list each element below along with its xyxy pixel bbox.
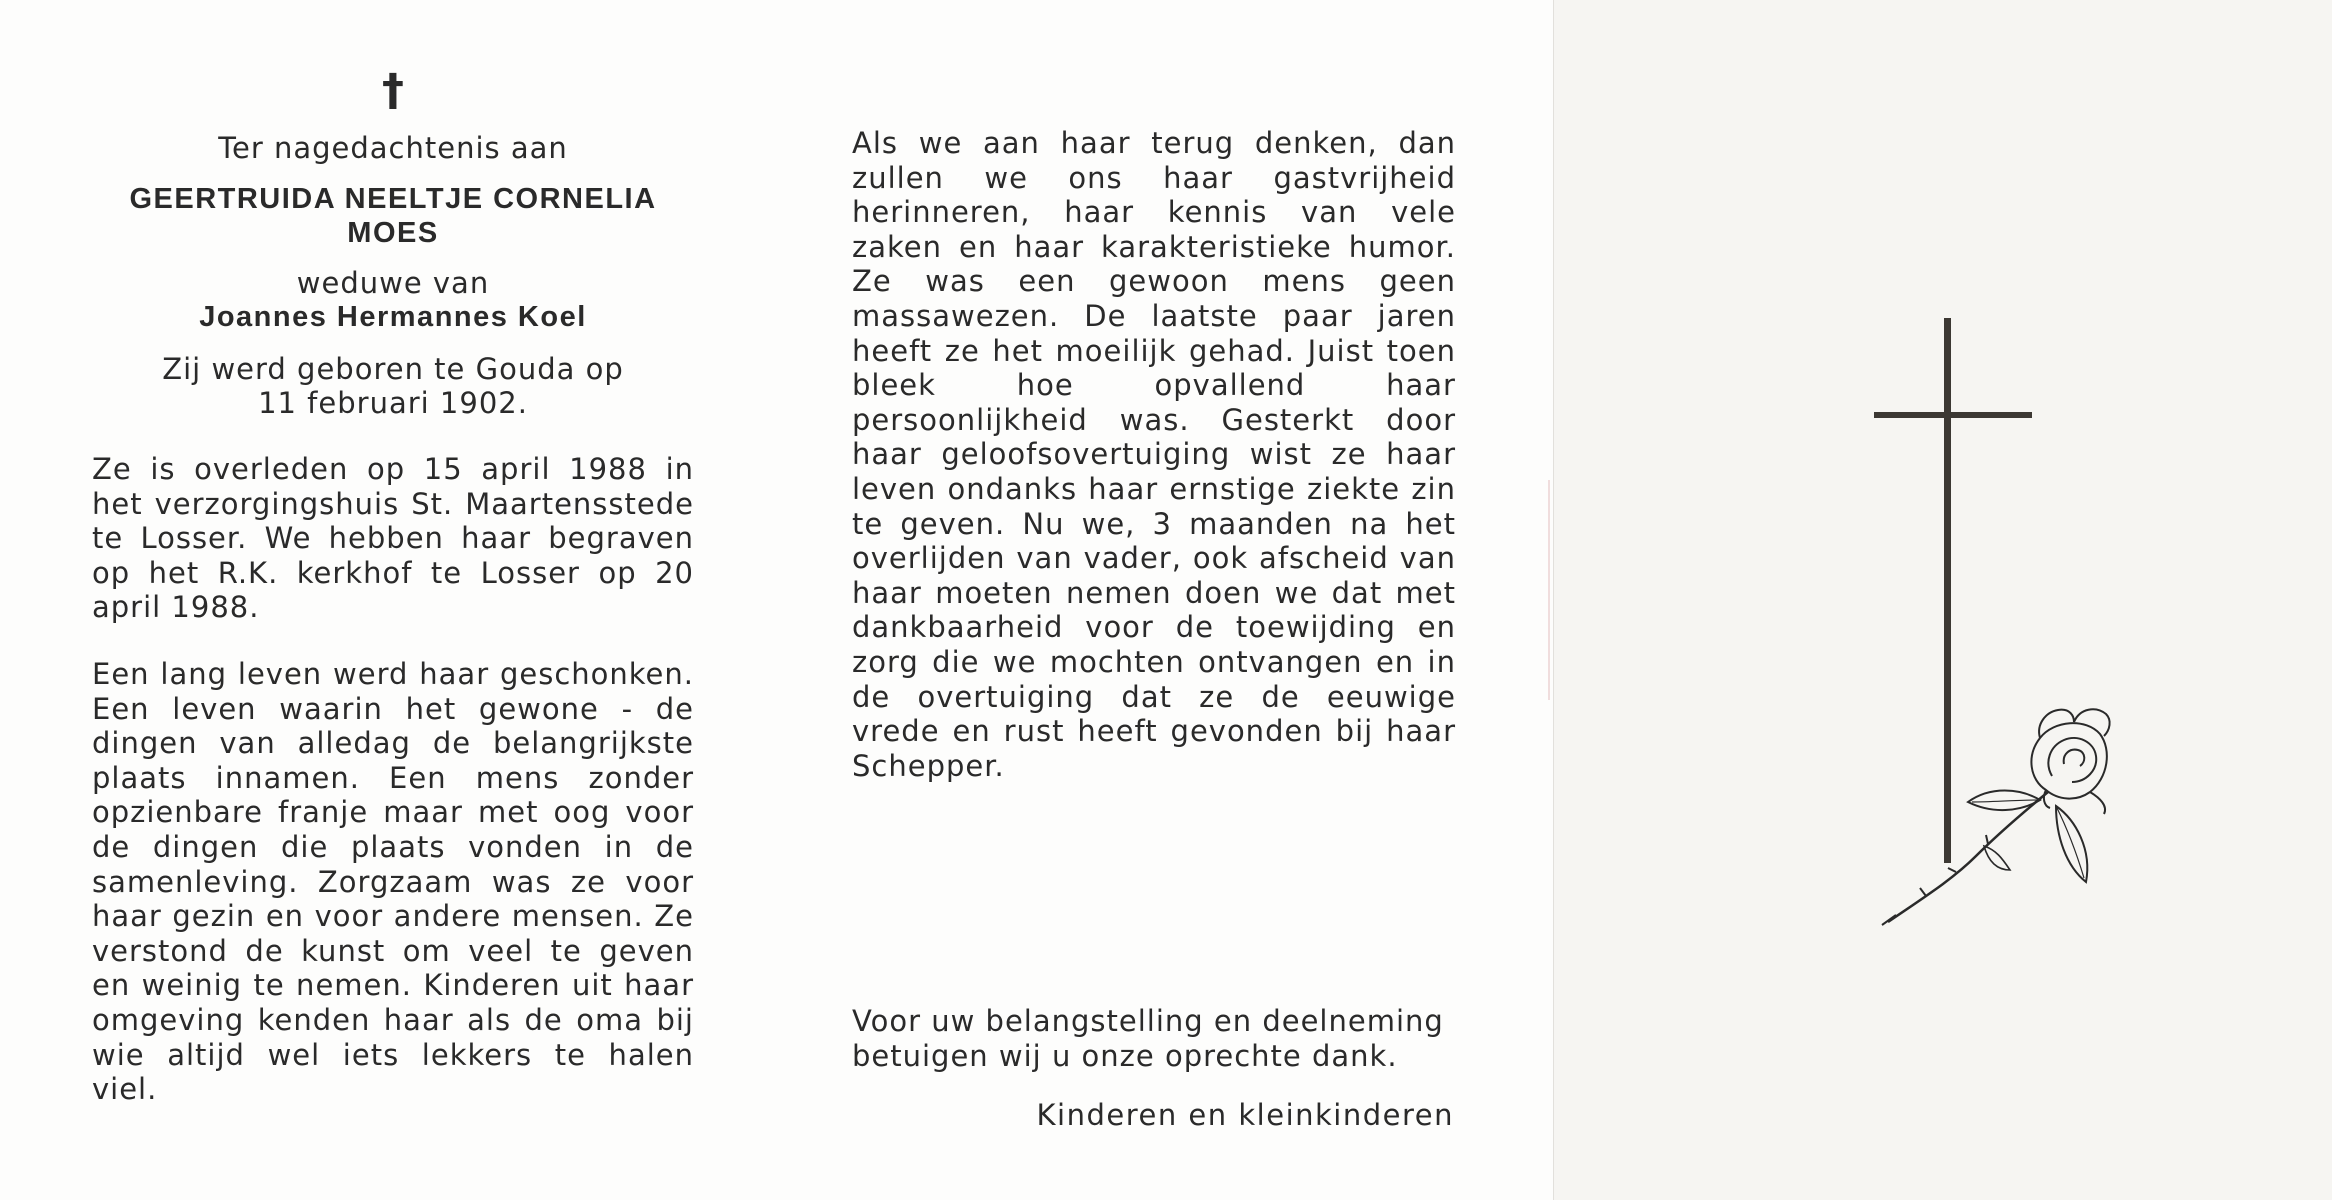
fold-line: [1548, 0, 1550, 1200]
cross-vertical-beam: [1944, 318, 1951, 863]
rose-leaf-right: [2056, 806, 2087, 882]
cross-horizontal-beam: [1874, 412, 2032, 418]
intro-text: Ter nagedachtenis aan: [218, 131, 568, 165]
husband-name: Joannes Hermannes Koel: [199, 301, 587, 333]
name-line-1: GEERTRUIDA NEELTJE CORNELIA: [129, 183, 657, 215]
rose-stem: [1888, 792, 2048, 922]
death-paragraph: Ze is overleden op 15 april 1988 in het verzorgingshuis St. Maartensstede te Losser. We hebben haar begraven op het R.K. kerkhof te Losser op 20 april 1988.: [92, 452, 694, 625]
left-column: [92, 66, 694, 1107]
signature-text: Kinderen en kleinkinderen: [1036, 1098, 1454, 1132]
name-line-2: MOES: [347, 217, 439, 249]
cross-symbol-icon: †: [382, 65, 404, 116]
birth-line-1: Zij werd geboren te Gouda op: [162, 352, 624, 386]
rose-bloom: [2031, 709, 2109, 814]
memory-paragraph: Als we aan haar terug denken, dan zullen we ons haar gastvrijheid herinneren, haar kennis van vele zaken en haar karakteristieke humor. Ze was een gewoon mens geen massawezen. De laatste paar jaren heeft ze het moeilijk gehad. Juist toen bleek hoe opvallend haar persoonlijkheid was. Gesterkt door haar geloofsovertuiging wist ze haar leven ondanks haar ernstige ziekte zin te geven. Nu we, 3 maanden na het overlijden van vader, ook afscheid van haar moeten nemen doen we dat met dankbaarheid voor de toewijding en zorg die we mochten ontvangen en in de overtuiging dat ze de eeuwige vrede en rust heeft gevonden bij haar Schepper.: [852, 126, 1456, 783]
cross-with-rose-icon: [1860, 310, 2160, 930]
middle-column: [852, 126, 1456, 783]
widow-of-text: weduwe van: [296, 266, 490, 300]
life-paragraph: Een lang leven werd haar geschonken. Een leven waarin het gewone - de dingen van alledag de belangrijkste plaats innamen. Een mens zonder opzienbare franje maar met oog voor de dingen die plaats vonden in de samenleving. Zorgzaam was ze voor haar gezin en voor andere mensen. Ze verstond de kunst om veel te geven en weinig te nemen. Kinderen uit haar omgeving kenden haar als de oma bij wie altijd wel iets lekkers te halen viel.: [92, 656, 694, 1107]
deceased-name: [92, 182, 694, 250]
birth-line-2: 11 februari 1902.: [258, 386, 528, 420]
thanks-text: Voor uw belangstelling en deelneming betuigen wij u onze oprechte dank.: [852, 1004, 1444, 1073]
birth-info: [92, 352, 694, 420]
